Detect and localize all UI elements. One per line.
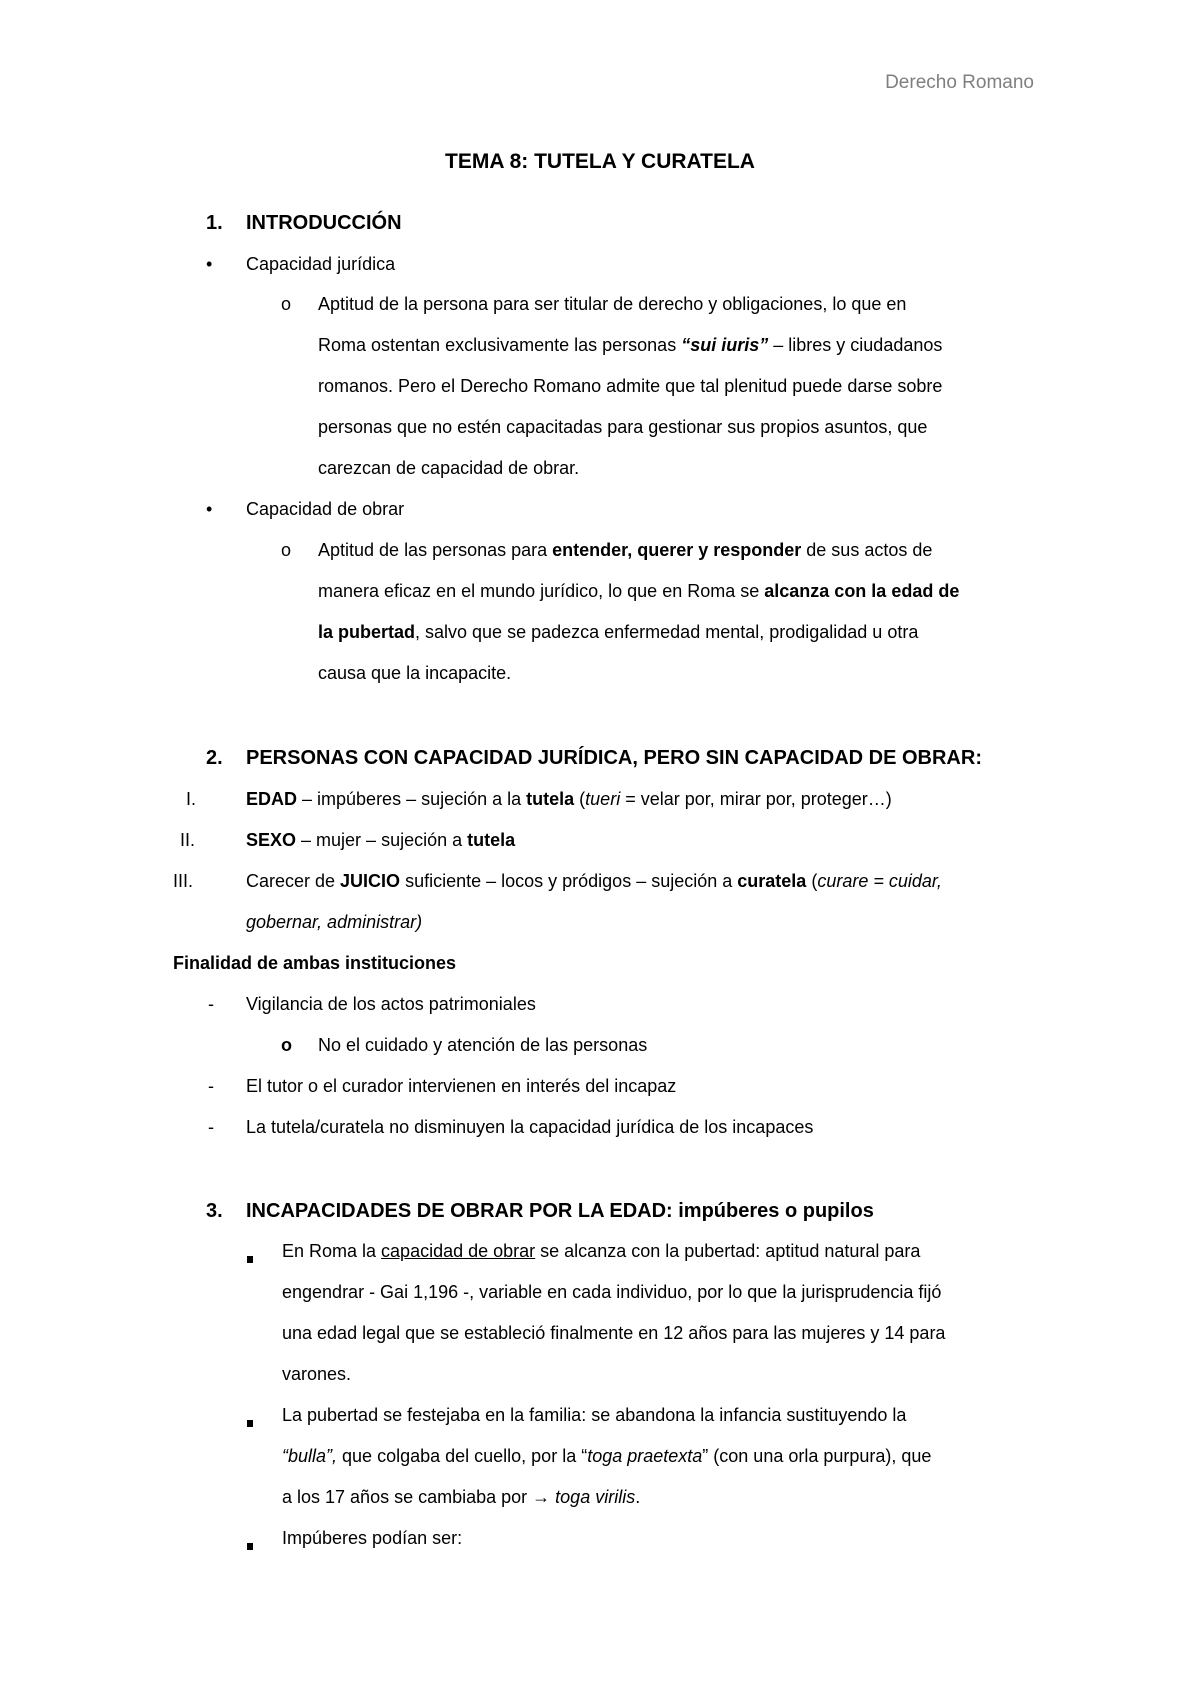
paragraph-line: personas que no estén capacitadas para gestionar sus propios asuntos, que [318, 417, 928, 437]
paragraph-line: engendrar - Gai 1,196 -, variable en cada individuo, por lo que la jurisprudencia fijó [282, 1282, 942, 1302]
roman-numeral: III. [173, 871, 194, 891]
section-heading: INCAPACIDADES DE OBRAR POR LA EDAD: impúberes o pupilos [246, 1200, 874, 1222]
paragraph-line: Roma ostentan exclusivamente las personas “sui iuris” – libres y ciudadanos [318, 335, 943, 355]
running-header: Derecho Romano [885, 72, 1034, 93]
bullet-icon: • [206, 499, 213, 519]
paragraph-line: una edad legal que se estableció finalmente en 12 años para las mujeres y 14 para [282, 1323, 946, 1343]
roman-list-item: SEXO – mujer – sujeción a tutela [246, 830, 516, 850]
roman-list-item: EDAD – impúberes – sujeción a la tutela (tueri = velar por, mirar por, proteger…) [246, 789, 892, 809]
paragraph-line: “bulla”, que colgaba del cuello, por la “toga praetexta” (con una orla purpura), que [282, 1446, 932, 1466]
paragraph-line: manera eficaz en el mundo jurídico, lo que en Roma se alcanza con la edad de [318, 581, 960, 601]
list-item-label: Capacidad de obrar [246, 499, 405, 519]
roman-list-item: Carecer de JUICIO suficiente – locos y pródigos – sujeción a curatela (curare = cuidar, [246, 871, 942, 891]
dash-bullet: - [208, 1076, 214, 1096]
list-item-label: Capacidad jurídica [246, 254, 396, 274]
paragraph-line: En Roma la capacidad de obrar se alcanza con la pubertad: aptitud natural para [282, 1241, 921, 1261]
dash-bullet: - [208, 994, 214, 1014]
paragraph-line: Aptitud de las personas para entender, querer y responder de sus actos de [318, 540, 933, 560]
paragraph-line: a los 17 años se cambiaba por → toga virilis. [282, 1487, 641, 1507]
circle-bullet-icon: o [281, 540, 292, 560]
roman-numeral: II. [180, 830, 196, 850]
square-bullet-icon [247, 1247, 253, 1268]
paragraph-line: Aptitud de la persona para ser titular de derecho y obligaciones, lo que en [318, 294, 907, 314]
section-number: 2. [206, 747, 223, 769]
bullet-icon: • [206, 254, 213, 274]
square-bullet-icon [247, 1534, 253, 1555]
circle-bullet-icon: o [281, 1035, 292, 1055]
paragraph-line: carezcan de capacidad de obrar. [318, 458, 580, 478]
arrow-right-icon: → [532, 1487, 551, 1507]
circle-bullet-icon: o [281, 294, 292, 314]
square-bullet-icon [247, 1411, 253, 1432]
list-item: Vigilancia de los actos patrimoniales [246, 994, 536, 1014]
section-number: 1. [206, 212, 223, 234]
section-number: 3. [206, 1200, 223, 1222]
paragraph-line: La pubertad se festejaba en la familia: se abandona la infancia sustituyendo la [282, 1405, 907, 1425]
roman-numeral: I. [186, 789, 197, 809]
list-item: El tutor o el curador intervienen en interés del incapaz [246, 1076, 677, 1096]
list-item: No el cuidado y atención de las personas [318, 1035, 648, 1055]
paragraph-line: la pubertad, salvo que se padezca enfermedad mental, prodigalidad u otra [318, 622, 919, 642]
dash-bullet: - [208, 1117, 214, 1137]
paragraph-line: causa que la incapacite. [318, 663, 512, 683]
paragraph-line: romanos. Pero el Derecho Romano admite que tal plenitud puede darse sobre [318, 376, 943, 396]
subheading: Finalidad de ambas instituciones [173, 953, 457, 973]
section-heading: INTRODUCCIÓN [246, 212, 402, 234]
section-heading: PERSONAS CON CAPACIDAD JURÍDICA, PERO SIN CAPACIDAD DE OBRAR: [246, 747, 982, 769]
paragraph-line: gobernar, administrar) [246, 912, 423, 932]
paragraph-line: Impúberes podían ser: [282, 1528, 463, 1548]
paragraph-line: varones. [282, 1364, 352, 1384]
list-item: La tutela/curatela no disminuyen la capacidad jurídica de los incapaces [246, 1117, 814, 1137]
document-title: TEMA 8: TUTELA Y CURATELA [445, 150, 755, 173]
